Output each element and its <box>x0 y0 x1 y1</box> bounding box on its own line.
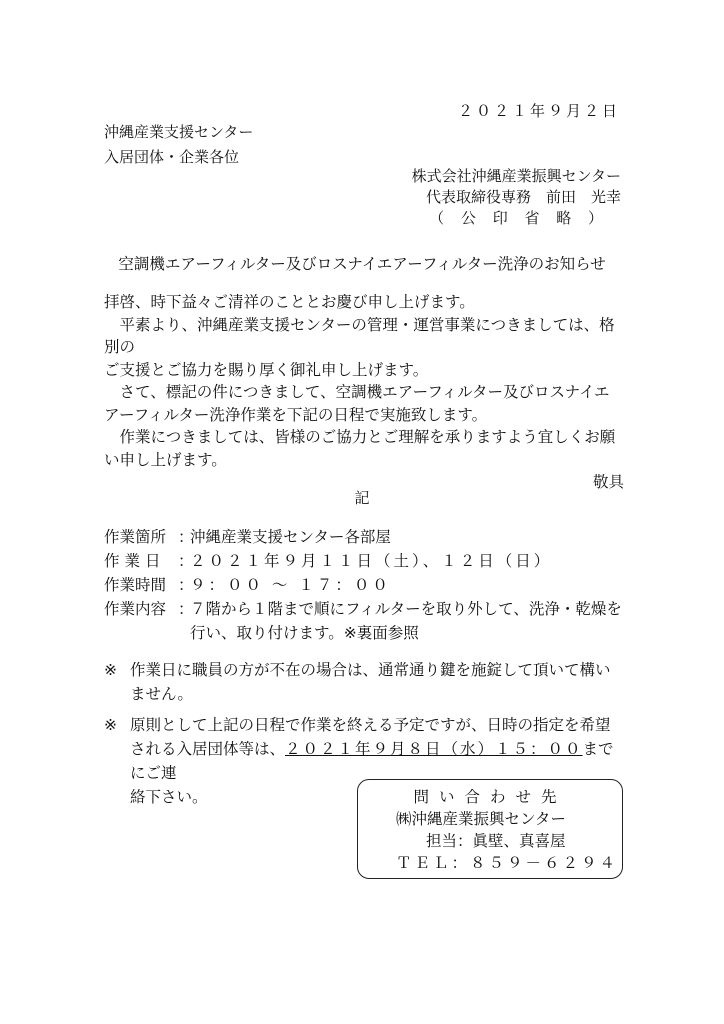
sender-company: 株式会社沖縄産業振興センター <box>411 167 621 185</box>
note-2-line-2-after: までにご連 <box>130 740 614 782</box>
work-time-label: 作業時間 <box>104 576 167 594</box>
note-1-line-1: 作業日に職員の方が不在の場合は、通常通り鍵を施錠して頂いて構い <box>130 661 611 679</box>
contact-box <box>357 779 623 879</box>
reference-mark: ※ <box>104 661 117 679</box>
paragraph-3 <box>104 426 624 471</box>
deadline-underlined: ２０２１年９月８日（水）１５：００ <box>285 740 583 758</box>
work-date-label: 作業日 <box>104 552 166 570</box>
recipient-addressee: 入居団体・企業各位 <box>104 148 240 166</box>
recipient-organization: 沖縄産業支援センター <box>104 123 254 141</box>
work-time-value: ９：００ ～ １７：００ <box>190 576 391 594</box>
note-2-line-2-before: される入居団体等は、 <box>130 740 286 758</box>
closing-phrase: 敬具 <box>592 473 624 491</box>
greeting: 拝啓、時下益々ご清祥のこととお慶び申し上げます。 <box>104 293 475 311</box>
work-place-label: 作業箇所 <box>104 528 167 546</box>
colon: ： <box>178 600 194 618</box>
contact-organization: ㈱沖縄産業振興センター <box>396 810 566 828</box>
paragraph-2 <box>104 381 624 426</box>
work-date-value: ２０２１年９月１１日（土）、１２日（日） <box>190 552 553 570</box>
ki-heading: 記 <box>354 489 370 507</box>
paragraph-1 <box>104 314 624 382</box>
contact-persons: 担当：眞壁、真喜屋 <box>426 832 566 850</box>
work-content-value <box>190 597 634 645</box>
colon: ： <box>178 528 194 546</box>
paragraph-1-line-1: 平素より、沖縄産業支援センターの管理・運営事業につきましては、格別の <box>104 315 615 356</box>
work-content-line-1: ７階から１階まで順にフィルターを取り外して、洗浄・乾燥を <box>190 600 622 618</box>
seal-omitted-note: （ 公 印 省 略 ） <box>429 209 609 227</box>
contact-phone: ＴＥＬ：８５９－６２９４ <box>396 854 619 872</box>
colon: ： <box>178 576 194 594</box>
paragraph-3-line-2: い申し上げます。 <box>104 450 227 469</box>
note-2-line-1: 原則として上記の日程で作業を終える予定ですが、日時の指定を希望 <box>130 716 611 734</box>
reference-mark: ※ <box>104 716 117 734</box>
note-1-line-2: ません。 <box>130 685 193 703</box>
paragraph-2-line-2: アーフィルター洗浄作業を下記の日程で実施致します。 <box>104 405 488 424</box>
letter-body <box>104 291 624 494</box>
colon: ： <box>178 552 194 570</box>
work-content-line-2: 行い、取り付けます。※裏面参照 <box>190 624 419 642</box>
work-details <box>104 525 634 645</box>
document-date: ２０２１年９月２日 <box>457 102 620 120</box>
sender-title: 代表取締役専務 前田 光幸 <box>425 188 621 206</box>
sender-block <box>412 166 621 229</box>
note-2-line-3: 絡下さい。 <box>130 788 208 806</box>
paragraph-2-line-1: さて、標記の件につきまして、空調機エアーフィルター及びロスナイエ <box>119 383 610 401</box>
paragraph-1-line-2: ご支援とご協力を賜り厚く御礼申し上げます。 <box>104 360 429 379</box>
work-date-row <box>104 549 634 573</box>
work-content-row <box>104 597 634 645</box>
work-content-label: 作業内容 <box>104 600 167 618</box>
paragraph-3-line-1: 作業につきましては、皆様のご協力とご理解を承りますよう宜しくお願 <box>119 428 616 446</box>
document-title: 空調機エアーフィルター及びロスナイエアーフィルター洗浄のお知らせ <box>118 255 606 273</box>
note-1 <box>104 658 628 706</box>
work-place-row <box>104 525 634 549</box>
contact-heading: 問い合わせ先 <box>413 788 567 806</box>
work-place-value: 沖縄産業支援センター各部屋 <box>190 528 391 546</box>
work-time-row <box>104 573 634 597</box>
